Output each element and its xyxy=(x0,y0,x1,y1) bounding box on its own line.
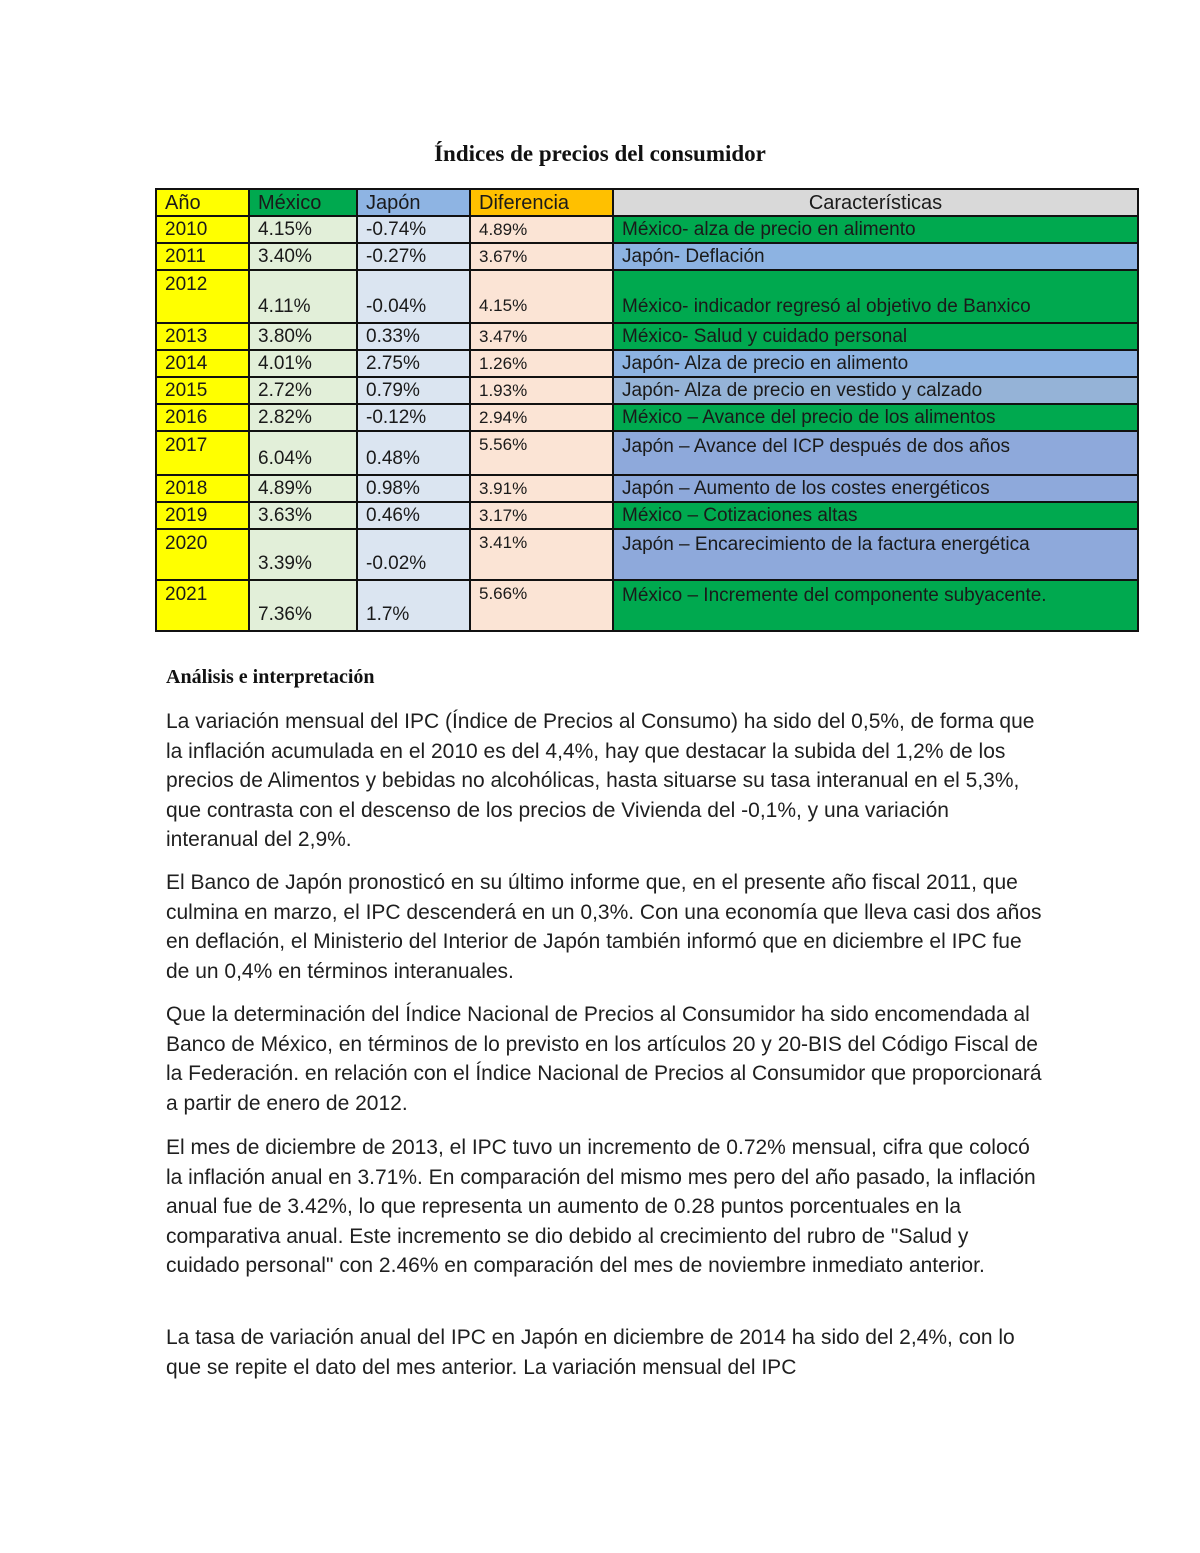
cell-diferencia: 1.26% xyxy=(470,350,613,377)
analysis-heading: Análisis e interpretación xyxy=(166,666,375,688)
cell-japon: 0.79% xyxy=(357,377,470,404)
cell-year: 2019 xyxy=(156,502,249,529)
cell-japon: -0.12% xyxy=(357,404,470,431)
cell-mexico: 6.04% xyxy=(249,431,357,475)
table-row xyxy=(156,243,1138,270)
cell-mexico: 3.80% xyxy=(249,323,357,350)
cell-caracteristicas: Japón- Deflación xyxy=(613,243,1138,270)
cell-caracteristicas: Japón – Avance del ICP después de dos años xyxy=(613,431,1138,475)
cell-japon: 1.7% xyxy=(357,580,470,631)
cell-japon: 0.46% xyxy=(357,502,470,529)
cell-diferencia: 3.67% xyxy=(470,243,613,270)
cell-diferencia: 3.17% xyxy=(470,502,613,529)
table-header-row xyxy=(156,189,1138,216)
cell-year: 2015 xyxy=(156,377,249,404)
cell-year: 2012 xyxy=(156,270,249,323)
cell-mexico: 4.11% xyxy=(249,270,357,323)
header-diferencia: Diferencia xyxy=(470,189,613,216)
cell-diferencia: 3.47% xyxy=(470,323,613,350)
cell-japon: 0.33% xyxy=(357,323,470,350)
cell-caracteristicas: Japón – Encarecimiento de la factura energética xyxy=(613,529,1138,580)
cell-japon: -0.74% xyxy=(357,216,470,243)
cell-mexico: 3.63% xyxy=(249,502,357,529)
cell-diferencia: 2.94% xyxy=(470,404,613,431)
cell-caracteristicas: Japón- Alza de precio en alimento xyxy=(613,350,1138,377)
cell-caracteristicas: México – Cotizaciones altas xyxy=(613,502,1138,529)
cell-caracteristicas: México – Incremente del componente subyacente. xyxy=(613,580,1138,631)
document-title: Índices de precios del consumidor xyxy=(434,141,766,166)
cell-japon: -0.02% xyxy=(357,529,470,580)
header-mexico: México xyxy=(249,189,357,216)
table-row xyxy=(156,323,1138,350)
cell-mexico: 4.89% xyxy=(249,475,357,502)
cell-japon: 2.75% xyxy=(357,350,470,377)
cell-year: 2013 xyxy=(156,323,249,350)
cell-mexico: 4.01% xyxy=(249,350,357,377)
cell-caracteristicas: México- alza de precio en alimento xyxy=(613,216,1138,243)
cell-japon: 0.48% xyxy=(357,431,470,475)
cell-mexico: 3.39% xyxy=(249,529,357,580)
cell-caracteristicas: Japón- Alza de precio en vestido y calzado xyxy=(613,377,1138,404)
cell-caracteristicas: México – Avance del precio de los alimentos xyxy=(613,404,1138,431)
analysis-paragraph: El Banco de Japón pronosticó en su último informe que, en el presente año fiscal 2011, que culmina en marzo, el IPC descenderá en un 0,3%. Con una economía que lleva casi dos años en deflación, el Ministerio del Interior de Japón también informó que en diciembre el IPC fue de un 0,4% en términos interanuales. xyxy=(166,871,1042,983)
cell-caracteristicas: Japón – Aumento de los costes energéticos xyxy=(613,475,1138,502)
table-row xyxy=(156,580,1138,631)
table-row xyxy=(156,350,1138,377)
cell-year: 2011 xyxy=(156,243,249,270)
cell-diferencia: 4.15% xyxy=(470,270,613,323)
cell-year: 2021 xyxy=(156,580,249,631)
table-row xyxy=(156,377,1138,404)
cell-year: 2014 xyxy=(156,350,249,377)
table-row xyxy=(156,431,1138,475)
table-row xyxy=(156,216,1138,243)
analysis-paragraph: La tasa de variación anual del IPC en Japón en diciembre de 2014 ha sido del 2,4%, con lo que se repite el dato del mes anterior. La variación mensual del IPC xyxy=(166,1326,1015,1379)
cell-mexico: 4.15% xyxy=(249,216,357,243)
table-row xyxy=(156,404,1138,431)
cell-japon: -0.04% xyxy=(357,270,470,323)
cell-mexico: 7.36% xyxy=(249,580,357,631)
cell-diferencia: 5.56% xyxy=(470,431,613,475)
table-row xyxy=(156,502,1138,529)
cell-diferencia: 3.41% xyxy=(470,529,613,580)
cell-diferencia: 1.93% xyxy=(470,377,613,404)
cell-year: 2017 xyxy=(156,431,249,475)
cell-japon: 0.98% xyxy=(357,475,470,502)
cell-diferencia: 3.91% xyxy=(470,475,613,502)
analysis-paragraph: La variación mensual del IPC (Índice de Precios al Consumo) ha sido del 0,5%, de forma que la inflación acumulada en el 2010 es del 4,4%, hay que destacar la subida del 1,2% de los precios de Alimentos y bebidas no alcohólicas, hasta situarse su tasa interanual en el 5,3%, que contrasta con el descenso de los precios de Vivienda del -0,1%, y una variación interanual del 2,9%. xyxy=(166,710,1035,852)
cell-diferencia: 4.89% xyxy=(470,216,613,243)
cell-japon: -0.27% xyxy=(357,243,470,270)
cell-year: 2016 xyxy=(156,404,249,431)
cell-year: 2010 xyxy=(156,216,249,243)
analysis-paragraph: Que la determinación del Índice Nacional de Precios al Consumidor ha sido encomendada al Banco de México, en términos de lo previsto en los artículos 20 y 20-BIS del Código Fiscal de la Federación. en relación con el Índice Nacional de Precios al Consumidor que proporcionará a partir de enero de 2012. xyxy=(166,1003,1042,1115)
ipc-table xyxy=(155,188,1139,632)
cell-mexico: 2.82% xyxy=(249,404,357,431)
cell-year: 2018 xyxy=(156,475,249,502)
cell-caracteristicas: México- indicador regresó al objetivo de Banxico xyxy=(613,270,1138,323)
cell-caracteristicas: México- Salud y cuidado personal xyxy=(613,323,1138,350)
analysis-paragraph: El mes de diciembre de 2013, el IPC tuvo un incremento de 0.72% mensual, cifra que colocó la inflación anual en 3.71%. En comparación del mismo mes pero del año pasado, la inflación anual fue de 3.42%, lo que representa un aumento de 0.28 puntos porcentuales en la comparativa anual. Este incremento se dio debido al crecimiento del rubro de "Salud y cuidado personal" con 2.46% en comparación del mes de noviembre inmediato anterior. xyxy=(166,1136,1036,1278)
header-year: Año xyxy=(156,189,249,216)
cell-mexico: 3.40% xyxy=(249,243,357,270)
header-caracteristicas: Características xyxy=(613,189,1138,216)
cell-year: 2020 xyxy=(156,529,249,580)
cell-diferencia: 5.66% xyxy=(470,580,613,631)
header-japon: Japón xyxy=(357,189,470,216)
table-row xyxy=(156,475,1138,502)
cell-mexico: 2.72% xyxy=(249,377,357,404)
table-row xyxy=(156,529,1138,580)
table-row xyxy=(156,270,1138,323)
